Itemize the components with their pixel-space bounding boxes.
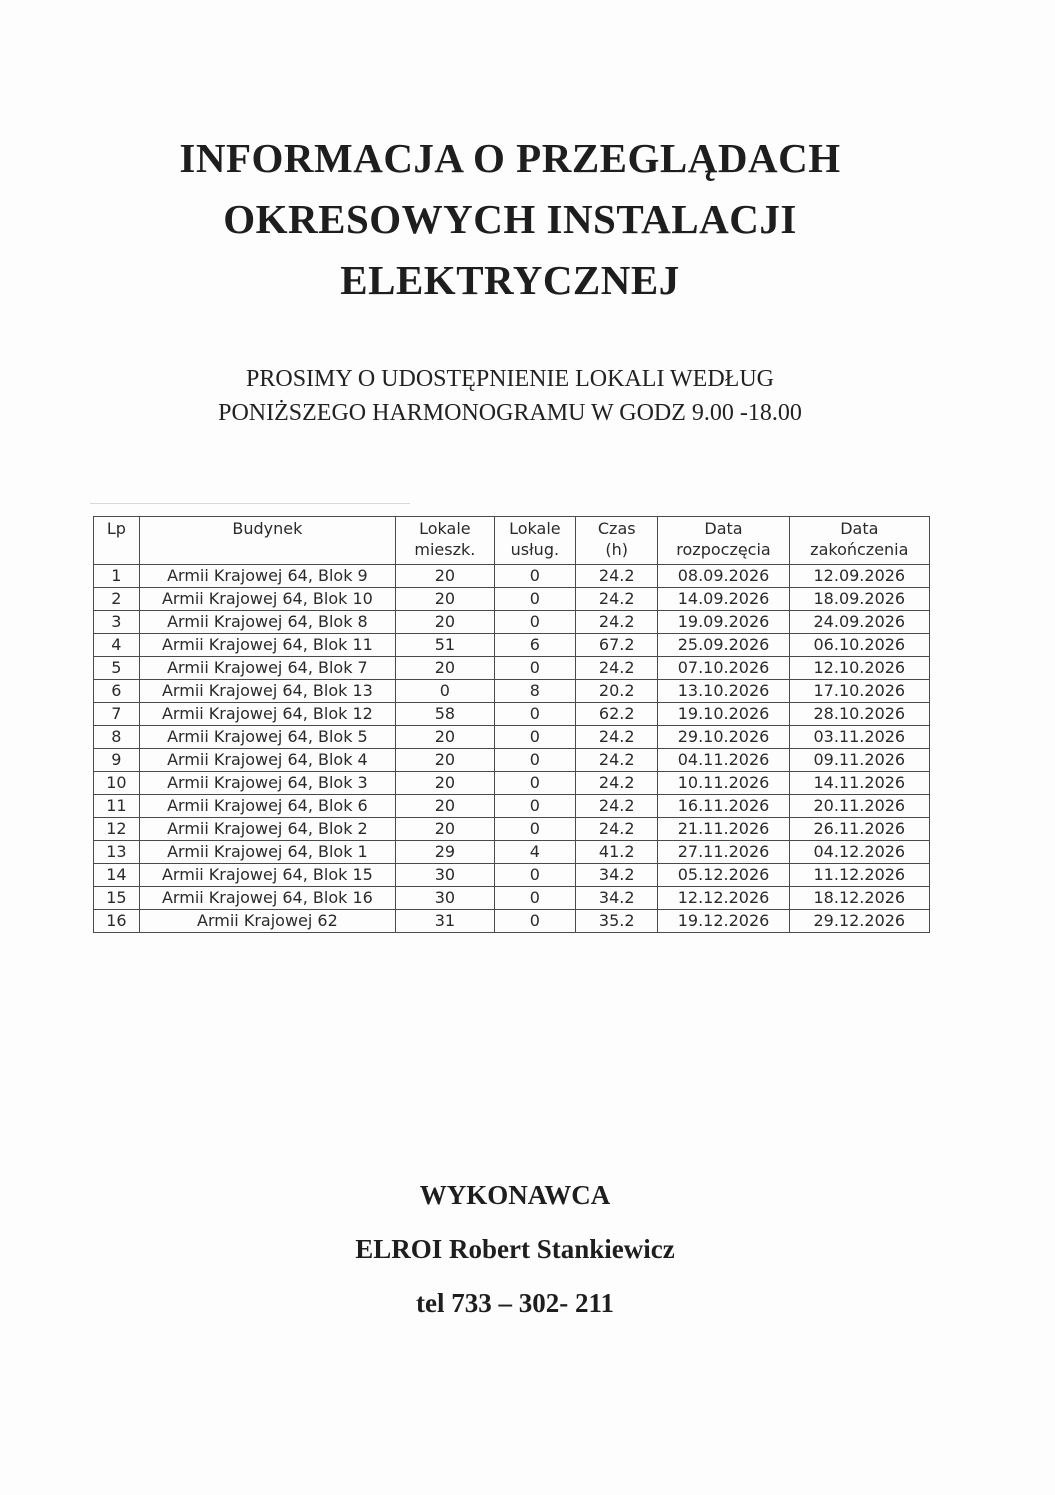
cell-lokale-uslug: 0 — [494, 726, 575, 749]
cell-budynek: Armii Krajowej 64, Blok 4 — [139, 749, 395, 772]
cell-czas: 24.2 — [576, 818, 658, 841]
cell-czas: 24.2 — [576, 772, 658, 795]
cell-lp: 16 — [94, 910, 140, 933]
cell-lp: 11 — [94, 795, 140, 818]
cell-czas: 41.2 — [576, 841, 658, 864]
cell-data-rozpoczecia: 05.12.2026 — [658, 864, 789, 887]
cell-lokale-uslug: 0 — [494, 611, 575, 634]
cell-lp: 5 — [94, 657, 140, 680]
cell-data-zakonczenia: 18.09.2026 — [789, 588, 929, 611]
cell-lokale-mieszk: 29 — [396, 841, 495, 864]
cell-czas: 24.2 — [576, 657, 658, 680]
cell-budynek: Armii Krajowej 64, Blok 16 — [139, 887, 395, 910]
cell-lokale-mieszk: 20 — [396, 565, 495, 588]
cell-lokale-mieszk: 30 — [396, 887, 495, 910]
subtitle-line-2: PONIŻSZEGO HARMONOGRAMU W GODZ 9.00 -18.00 — [218, 400, 802, 426]
cell-lokale-mieszk: 20 — [396, 795, 495, 818]
cell-data-zakonczenia: 06.10.2026 — [789, 634, 929, 657]
header-data-zakonczenia: Data zakończenia — [789, 517, 929, 565]
cell-budynek: Armii Krajowej 64, Blok 7 — [139, 657, 395, 680]
cell-data-zakonczenia: 14.11.2026 — [789, 772, 929, 795]
cell-czas: 62.2 — [576, 703, 658, 726]
table-row — [94, 726, 930, 749]
cell-lokale-mieszk: 31 — [396, 910, 495, 933]
cell-data-zakonczenia: 04.12.2026 — [789, 841, 929, 864]
header-lokale-uslug: Lokale usług. — [494, 517, 575, 565]
cell-lp: 3 — [94, 611, 140, 634]
cell-data-zakonczenia: 28.10.2026 — [789, 703, 929, 726]
cell-czas: 24.2 — [576, 795, 658, 818]
table-row — [94, 657, 930, 680]
cell-lokale-mieszk: 20 — [396, 611, 495, 634]
cell-czas: 24.2 — [576, 588, 658, 611]
cell-czas: 34.2 — [576, 887, 658, 910]
cell-budynek: Armii Krajowej 64, Blok 13 — [139, 680, 395, 703]
cell-czas: 24.2 — [576, 726, 658, 749]
cell-czas: 35.2 — [576, 910, 658, 933]
cell-lokale-uslug: 0 — [494, 588, 575, 611]
cell-data-zakonczenia: 20.11.2026 — [789, 795, 929, 818]
cell-lokale-uslug: 0 — [494, 887, 575, 910]
cell-lp: 14 — [94, 864, 140, 887]
table-body — [94, 565, 930, 933]
schedule-table — [93, 516, 930, 933]
header-lokale-mieszk: Lokale mieszk. — [396, 517, 495, 565]
cell-budynek: Armii Krajowej 64, Blok 1 — [139, 841, 395, 864]
cell-data-rozpoczecia: 16.11.2026 — [658, 795, 789, 818]
table-row — [94, 611, 930, 634]
cell-data-zakonczenia: 12.09.2026 — [789, 565, 929, 588]
cell-data-rozpoczecia: 04.11.2026 — [658, 749, 789, 772]
cell-data-rozpoczecia: 21.11.2026 — [658, 818, 789, 841]
title-line-2: OKRESOWYCH INSTALACJI — [223, 196, 797, 242]
cell-data-rozpoczecia: 14.09.2026 — [658, 588, 789, 611]
title-line-1: INFORMACJA O PRZEGLĄDACH — [179, 135, 841, 181]
table-row — [94, 841, 930, 864]
table-row — [94, 588, 930, 611]
cell-lp: 12 — [94, 818, 140, 841]
table-row — [94, 887, 930, 910]
table-row — [94, 864, 930, 887]
table-row — [94, 795, 930, 818]
contractor-label: WYKONAWCA — [419, 1180, 611, 1210]
cell-lp: 4 — [94, 634, 140, 657]
cell-czas: 20.2 — [576, 680, 658, 703]
cell-lokale-uslug: 4 — [494, 841, 575, 864]
header-czas: Czas (h) — [576, 517, 658, 565]
cell-lokale-mieszk: 58 — [396, 703, 495, 726]
table-row — [94, 818, 930, 841]
cell-budynek: Armii Krajowej 64, Blok 9 — [139, 565, 395, 588]
cell-data-zakonczenia: 12.10.2026 — [789, 657, 929, 680]
document-title — [0, 128, 1020, 311]
cell-lp: 15 — [94, 887, 140, 910]
cell-budynek: Armii Krajowej 64, Blok 15 — [139, 864, 395, 887]
cell-lokale-mieszk: 20 — [396, 657, 495, 680]
contractor-phone: tel 733 – 302- 211 — [416, 1288, 614, 1318]
header-budynek: Budynek — [139, 517, 395, 565]
table-row — [94, 703, 930, 726]
cell-czas: 67.2 — [576, 634, 658, 657]
title-line-3: ELEKTRYCZNEJ — [340, 257, 680, 303]
cell-data-zakonczenia: 29.12.2026 — [789, 910, 929, 933]
cell-budynek: Armii Krajowej 64, Blok 2 — [139, 818, 395, 841]
cell-lokale-mieszk: 20 — [396, 726, 495, 749]
cell-czas: 24.2 — [576, 565, 658, 588]
cell-czas: 24.2 — [576, 611, 658, 634]
cell-lp: 1 — [94, 565, 140, 588]
cell-budynek: Armii Krajowej 62 — [139, 910, 395, 933]
cell-budynek: Armii Krajowej 64, Blok 3 — [139, 772, 395, 795]
cell-lokale-mieszk: 51 — [396, 634, 495, 657]
cell-lp: 2 — [94, 588, 140, 611]
table-row — [94, 680, 930, 703]
cell-lp: 7 — [94, 703, 140, 726]
table-row — [94, 565, 930, 588]
subtitle-line-1: PROSIMY O UDOSTĘPNIENIE LOKALI WEDŁUG — [246, 366, 774, 392]
cell-lokale-uslug: 6 — [494, 634, 575, 657]
cell-lokale-mieszk: 20 — [396, 588, 495, 611]
cell-budynek: Armii Krajowej 64, Blok 6 — [139, 795, 395, 818]
cell-data-rozpoczecia: 13.10.2026 — [658, 680, 789, 703]
cell-lokale-mieszk: 20 — [396, 818, 495, 841]
cell-data-rozpoczecia: 12.12.2026 — [658, 887, 789, 910]
cell-lokale-uslug: 0 — [494, 910, 575, 933]
cell-data-zakonczenia: 03.11.2026 — [789, 726, 929, 749]
cell-data-zakonczenia: 24.09.2026 — [789, 611, 929, 634]
document-subtitle — [0, 362, 1020, 430]
cell-lp: 13 — [94, 841, 140, 864]
cell-lokale-uslug: 0 — [494, 657, 575, 680]
cell-data-rozpoczecia: 25.09.2026 — [658, 634, 789, 657]
cell-data-rozpoczecia: 19.09.2026 — [658, 611, 789, 634]
cell-lokale-uslug: 0 — [494, 749, 575, 772]
cell-lokale-uslug: 0 — [494, 772, 575, 795]
cell-lokale-uslug: 8 — [494, 680, 575, 703]
cell-data-zakonczenia: 18.12.2026 — [789, 887, 929, 910]
header-lp: Lp — [94, 517, 140, 565]
cell-lokale-mieszk: 20 — [396, 749, 495, 772]
header-data-rozpoczecia: Data rozpoczęcia — [658, 517, 789, 565]
scan-artifact-line — [90, 503, 410, 504]
table-row — [94, 749, 930, 772]
cell-lokale-uslug: 0 — [494, 864, 575, 887]
cell-lp: 6 — [94, 680, 140, 703]
cell-budynek: Armii Krajowej 64, Blok 8 — [139, 611, 395, 634]
table-row — [94, 772, 930, 795]
cell-data-rozpoczecia: 27.11.2026 — [658, 841, 789, 864]
cell-budynek: Armii Krajowej 64, Blok 11 — [139, 634, 395, 657]
cell-lokale-uslug: 0 — [494, 818, 575, 841]
cell-data-zakonczenia: 11.12.2026 — [789, 864, 929, 887]
cell-data-rozpoczecia: 19.10.2026 — [658, 703, 789, 726]
table-row — [94, 634, 930, 657]
cell-lokale-mieszk: 30 — [396, 864, 495, 887]
cell-budynek: Armii Krajowej 64, Blok 5 — [139, 726, 395, 749]
table-row — [94, 910, 930, 933]
cell-data-rozpoczecia: 08.09.2026 — [658, 565, 789, 588]
cell-lp: 8 — [94, 726, 140, 749]
cell-lp: 9 — [94, 749, 140, 772]
cell-lokale-uslug: 0 — [494, 703, 575, 726]
cell-lokale-uslug: 0 — [494, 795, 575, 818]
cell-data-rozpoczecia: 07.10.2026 — [658, 657, 789, 680]
cell-czas: 24.2 — [576, 749, 658, 772]
cell-lokale-mieszk: 0 — [396, 680, 495, 703]
cell-lokale-mieszk: 20 — [396, 772, 495, 795]
contractor-name: ELROI Robert Stankiewicz — [355, 1234, 675, 1264]
cell-budynek: Armii Krajowej 64, Blok 10 — [139, 588, 395, 611]
cell-data-zakonczenia: 09.11.2026 — [789, 749, 929, 772]
cell-data-zakonczenia: 26.11.2026 — [789, 818, 929, 841]
cell-budynek: Armii Krajowej 64, Blok 12 — [139, 703, 395, 726]
table-header-row — [94, 517, 930, 565]
cell-data-rozpoczecia: 29.10.2026 — [658, 726, 789, 749]
cell-data-zakonczenia: 17.10.2026 — [789, 680, 929, 703]
cell-data-rozpoczecia: 10.11.2026 — [658, 772, 789, 795]
cell-data-rozpoczecia: 19.12.2026 — [658, 910, 789, 933]
cell-lokale-uslug: 0 — [494, 565, 575, 588]
cell-lp: 10 — [94, 772, 140, 795]
cell-czas: 34.2 — [576, 864, 658, 887]
